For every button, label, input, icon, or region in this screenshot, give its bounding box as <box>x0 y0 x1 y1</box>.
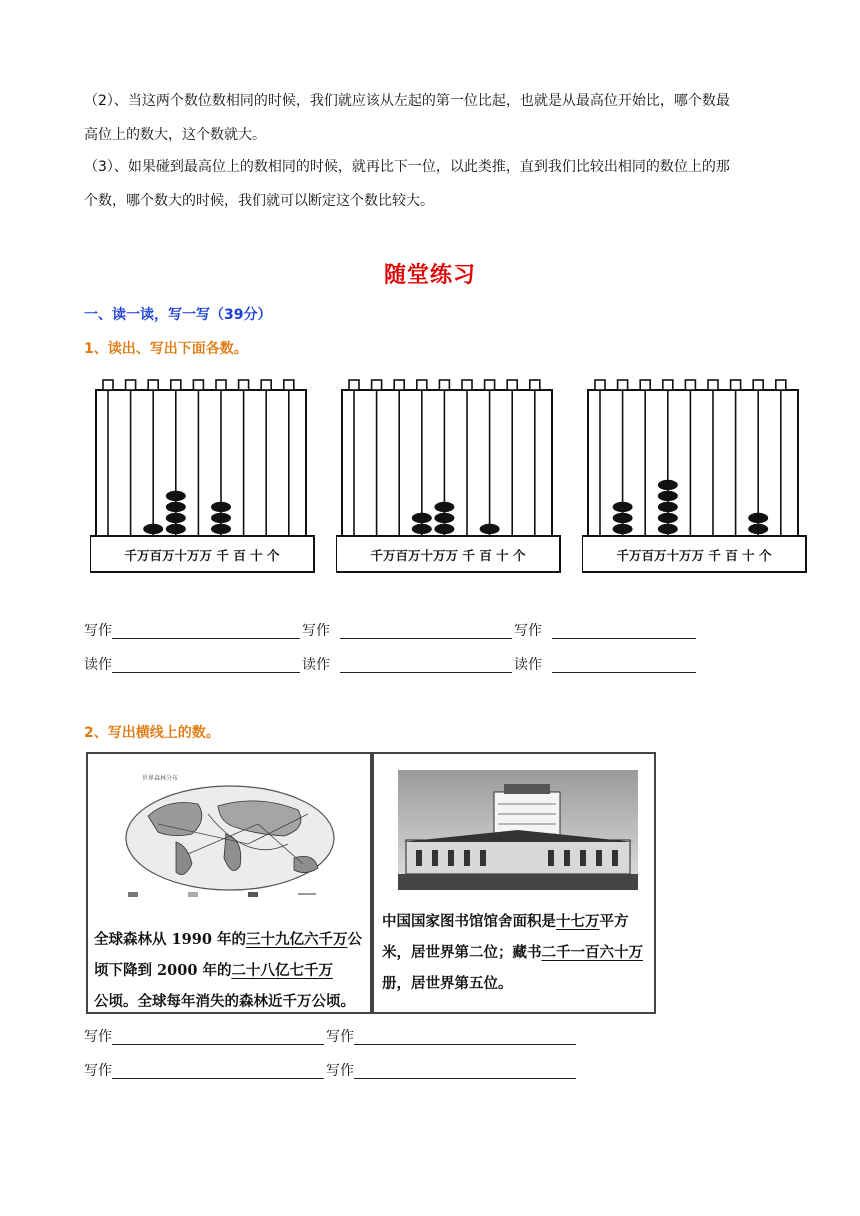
intro-p3-line1: （3）、如果碰到最高位上的数相同的时候，就再比下一位，以此类推，直到我们比较出相同的数位上的那 <box>84 159 730 175</box>
abacus-2 <box>336 376 564 576</box>
abacus-bead <box>434 524 454 534</box>
q2-write-row-2 <box>84 1060 684 1082</box>
intro-paragraph-2 <box>84 84 784 152</box>
answer-blank[interactable] <box>354 1078 576 1079</box>
abacus-rod-cap <box>126 380 136 390</box>
forest-caption-pre1: 全球森林从 1990 年的 <box>94 931 246 948</box>
abacus-bead <box>412 513 432 523</box>
abacus-rod-cap <box>685 380 695 390</box>
write-label: 写作 <box>84 1029 112 1045</box>
abacus-rod-cap <box>349 380 359 390</box>
read-label: 读作 <box>84 657 112 673</box>
abacus-bead <box>748 524 768 534</box>
abacus-rod-cap <box>708 380 718 390</box>
abacus-bead <box>211 524 231 534</box>
abacus-bead <box>658 502 678 512</box>
forest-caption-underlined-1: 三十九亿六千万 <box>245 931 348 948</box>
abacus-bead <box>143 524 163 534</box>
library-box <box>372 752 656 1014</box>
read-label: 读作 <box>514 657 542 673</box>
intro-paragraph-3 <box>84 150 784 218</box>
q1-write-row <box>84 620 784 642</box>
abacus-bead <box>480 524 500 534</box>
abacus-rod-cap <box>753 380 763 390</box>
answer-blank[interactable] <box>112 1044 324 1045</box>
library-caption-line3: 册，居世界第五位。 <box>382 975 513 992</box>
abacus-bead <box>658 480 678 490</box>
abacus-bead <box>434 502 454 512</box>
abacus-frame <box>96 390 306 536</box>
abacus-rod-cap <box>776 380 786 390</box>
abacus-drawing <box>90 376 318 576</box>
write-label: 写作 <box>514 623 542 639</box>
write-label: 写作 <box>302 623 330 639</box>
abacus-bead <box>434 513 454 523</box>
abacus-bead <box>166 524 186 534</box>
answer-blank[interactable] <box>354 1044 576 1045</box>
library-caption-underlined-2: 二千一百六十万 <box>541 944 643 961</box>
abacus-bead <box>412 524 432 534</box>
abacus-rod-cap <box>103 380 113 390</box>
forest-caption-underlined-2: 二十八亿七千万 <box>231 962 333 979</box>
section-1-heading: 一、读一读，写一写（39分） <box>84 307 272 323</box>
library-caption-post1: 平方 <box>599 913 629 930</box>
abacus-bead <box>658 513 678 523</box>
abacus-rod-cap <box>507 380 517 390</box>
write-label: 写作 <box>84 1063 112 1079</box>
abacus-rod-cap <box>663 380 673 390</box>
abacus-rod-cap <box>731 380 741 390</box>
answer-blank[interactable] <box>340 638 512 639</box>
library-caption-pre1: 中国国家图书馆馆舍面积是 <box>382 913 556 930</box>
abacus-rod-cap <box>284 380 294 390</box>
abacus-rod-cap <box>171 380 181 390</box>
answer-blank[interactable] <box>112 672 300 673</box>
intro-p2-line2: 高位上的数大，这个数就大。 <box>84 127 266 143</box>
abacus-rod-cap <box>261 380 271 390</box>
read-label: 读作 <box>302 657 330 673</box>
abacus-drawing <box>582 376 810 576</box>
abacus-place-labels: 千万百万十万万 千 百 十 个 <box>616 548 772 563</box>
abacus-rod-cap <box>239 380 249 390</box>
abacus-rod-cap <box>462 380 472 390</box>
world-map-image <box>88 754 370 904</box>
abacus-bead <box>211 502 231 512</box>
write-label: 写作 <box>326 1063 354 1079</box>
abacus-rod-cap <box>595 380 605 390</box>
abacus-rod-cap <box>148 380 158 390</box>
answer-blank[interactable] <box>552 672 696 673</box>
library-caption-underlined-1: 十七万 <box>556 913 600 930</box>
abacus-bead <box>211 513 231 523</box>
forest-map-box <box>86 752 372 1014</box>
abacus-bead <box>166 513 186 523</box>
abacus-rod-cap <box>640 380 650 390</box>
abacus-rod-cap <box>618 380 628 390</box>
forest-caption <box>94 924 366 1014</box>
abacus-rod-cap <box>372 380 382 390</box>
intro-p2-line1: （2）、当这两个数位数相同的时候，我们就应该从左起的第一位比起，也就是从最高位开始比，哪个数最 <box>84 93 730 109</box>
abacus-bead <box>613 524 633 534</box>
q2-heading: 2、写出横线上的数。 <box>84 725 220 741</box>
abacus-bead <box>658 491 678 501</box>
abacus-bead <box>613 513 633 523</box>
forest-caption-line3: 公顷。全球每年消失的森林近千万公顷。 <box>94 993 355 1010</box>
abacus-1 <box>90 376 318 576</box>
answer-blank[interactable] <box>340 672 512 673</box>
library-caption <box>382 906 650 999</box>
abacus-rod-cap <box>485 380 495 390</box>
abacus-rod-cap <box>417 380 427 390</box>
abacus-place-labels: 千万百万十万万 千 百 十 个 <box>124 548 280 563</box>
intro-p3-line2: 个数，哪个数大的时候，我们就可以断定这个数比较大。 <box>84 193 434 209</box>
forest-caption-pre2: 顷下降到 2000 年的 <box>94 962 232 979</box>
forest-caption-post1: 公 <box>347 931 362 948</box>
abacus-rod-cap <box>394 380 404 390</box>
abacus-drawing <box>336 376 564 576</box>
library-photo <box>398 770 638 890</box>
write-label: 写作 <box>84 623 112 639</box>
abacus-bead <box>748 513 768 523</box>
answer-blank[interactable] <box>112 1078 324 1079</box>
library-caption-pre2: 米，居世界第二位；藏书 <box>382 944 542 961</box>
abacus-place-labels: 千万百万十万万 千 百 十 个 <box>370 548 526 563</box>
q1-read-row <box>84 654 784 676</box>
abacus-rod-cap <box>193 380 203 390</box>
abacus-bead <box>166 491 186 501</box>
abacus-3 <box>582 376 810 576</box>
abacus-rod-cap <box>530 380 540 390</box>
answer-blank[interactable] <box>552 638 696 639</box>
abacus-bead <box>658 524 678 534</box>
write-label: 写作 <box>326 1029 354 1045</box>
q2-write-row-1 <box>84 1026 684 1048</box>
q1-heading: 1、读出、写出下面各数。 <box>84 341 248 357</box>
abacus-bead <box>166 502 186 512</box>
svg-text:世界森林分布: 世界森林分布 <box>142 775 179 782</box>
abacus-rod-cap <box>216 380 226 390</box>
abacus-bead <box>613 502 633 512</box>
answer-blank[interactable] <box>112 638 300 639</box>
page-title: 随堂练习 <box>383 263 476 288</box>
abacus-rod-cap <box>439 380 449 390</box>
